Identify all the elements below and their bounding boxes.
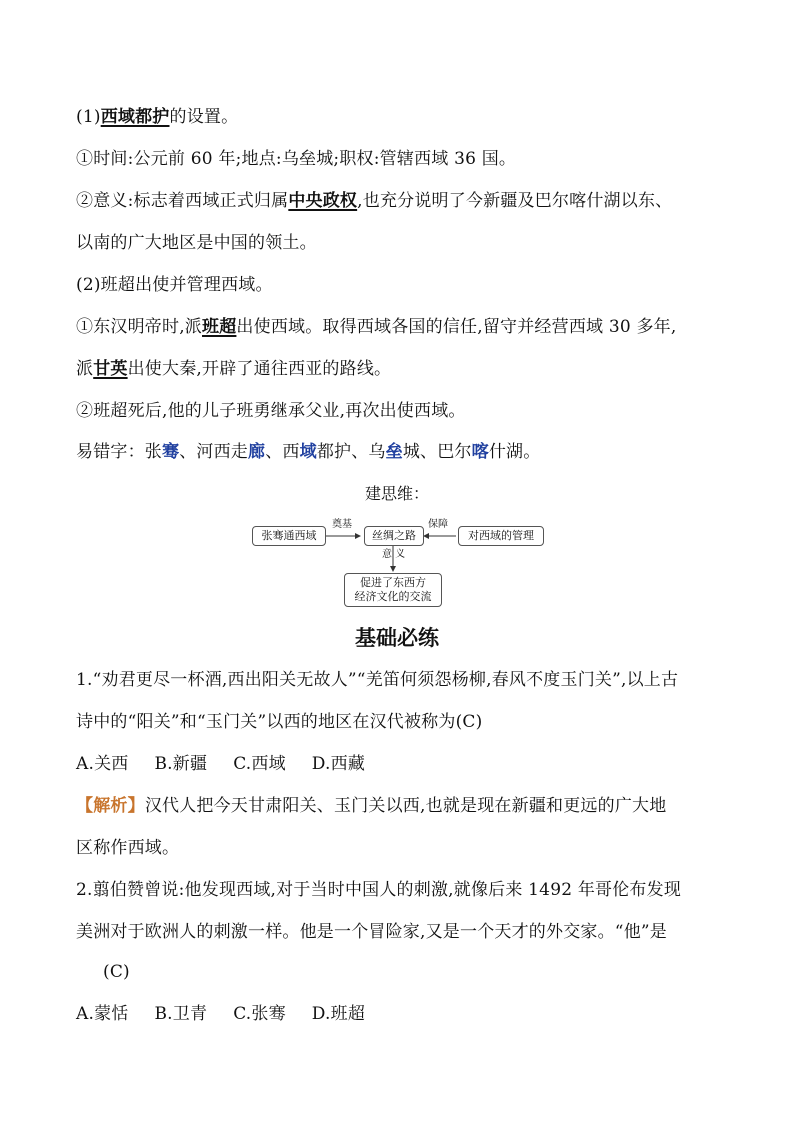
typo-char: 域: [299, 442, 317, 462]
q2-options: [76, 1001, 756, 1027]
typo-char: 骞: [162, 442, 180, 462]
q1-line1: 1.“劝君更尽一杯酒,西出阳关无故人”“羌笛何须怨杨柳,春风不度玉门关”,以上古: [76, 670, 679, 690]
keyword-xiyu-duhu: 西域都护: [100, 107, 170, 127]
q2-option-c: C.张骞: [233, 1004, 286, 1024]
diagram-box-silk-road: 丝绸之路: [364, 526, 424, 546]
label-guarantee: 保障: [428, 519, 448, 530]
q1-analysis-line1: [76, 793, 756, 819]
point1-suffix: 出使西域。取得西域各国的信任,留守并经营西域 30 多年,: [236, 317, 677, 337]
q1-option-a: A.关西: [76, 754, 129, 774]
heading-xiyu-duhu: [76, 104, 756, 130]
typo-text: 都护、乌: [316, 442, 386, 462]
q1-options: [76, 751, 756, 777]
significance-prefix: ②意义:标志着西域正式归属: [76, 191, 289, 211]
q1-analysis-line2: 区称作西域。: [76, 838, 180, 858]
significance-line: [76, 188, 756, 214]
q2-option-b: B.卫青: [154, 1004, 208, 1024]
heading-suffix: 的设置。: [169, 107, 239, 127]
typo-text: 城、巴尔: [402, 442, 472, 462]
exchange-line2: 经济文化的交流: [354, 590, 432, 603]
point2-line: ②班超死后,他的儿子班勇继承父业,再次出使西域。: [76, 401, 466, 421]
diagram-box-zhangqian: 张骞通西域: [252, 526, 326, 546]
point1-prefix: ①东汉明帝时,派: [76, 317, 203, 337]
time-line: ①时间:公元前 60 年;地点:乌垒城;职权:管辖西域 36 国。: [76, 149, 517, 169]
typo-text: 、河西走: [179, 442, 249, 462]
typo-text: 什湖。: [488, 442, 541, 462]
exchange-line1: 促进了东西方: [360, 576, 426, 589]
section-title-basic-practice: 基础必练: [355, 626, 439, 650]
q2-answer: (C): [103, 962, 130, 982]
typo-text: 、西: [265, 442, 300, 462]
point1-line1: [76, 314, 756, 340]
analysis-label: 【解析】: [76, 796, 145, 816]
point1-line2: [76, 356, 756, 382]
q2-option-a: A.蒙恬: [76, 1004, 129, 1024]
diagram-box-exchange: [344, 573, 442, 607]
q1-option-c: C.西域: [233, 754, 286, 774]
heading-prefix: (1): [76, 107, 101, 127]
point1-line2-suffix: 出使大秦,开辟了通往西亚的路线。: [127, 359, 392, 379]
q1-option-d: D.西藏: [311, 754, 366, 774]
q1-option-b: B.新疆: [154, 754, 208, 774]
diagram-caption: 建思维：: [364, 484, 429, 503]
label-significance: 意 义: [382, 549, 406, 560]
keyword-banchao: 班超: [202, 317, 237, 337]
label-foundation: 奠基: [332, 519, 352, 530]
typo-char: 廊: [248, 442, 266, 462]
significance-line2: 以南的广大地区是中国的领土。: [76, 233, 317, 253]
diagram-box-management: 对西域的管理: [458, 526, 544, 546]
keyword-ganying: 甘英: [93, 359, 128, 379]
typo-char: 喀: [471, 442, 489, 462]
analysis-text: 汉代人把今天甘肃阳关、玉门关以西,也就是现在新疆和更远的广大地: [144, 796, 667, 816]
q2-option-d: D.班超: [311, 1004, 366, 1024]
significance-suffix: ,也充分说明了今新疆及巴尔喀什湖以东、: [357, 191, 673, 211]
typo-char: 垒: [385, 442, 403, 462]
typo-label: 易错字：张: [76, 442, 162, 462]
point1-line2-prefix: 派: [76, 359, 94, 379]
typo-characters-line: [76, 439, 756, 465]
q2-line2: 美洲对于欧洲人的刺激一样。他是一个冒险家,又是一个天才的外交家。“他”是: [76, 922, 667, 942]
heading-banchao: (2)班超出使并管理西域。: [76, 275, 273, 295]
silk-road-diagram: [252, 516, 542, 612]
keyword-central-government: 中央政权: [288, 191, 358, 211]
q1-line2: 诗中的“阳关”和“玉门关”以西的地区在汉代被称为(C): [76, 712, 483, 732]
q2-line1: 2.翦伯赞曾说:他发现西域,对于当时中国人的刺激,就像后来 1492 年哥伦布发现: [76, 880, 682, 900]
